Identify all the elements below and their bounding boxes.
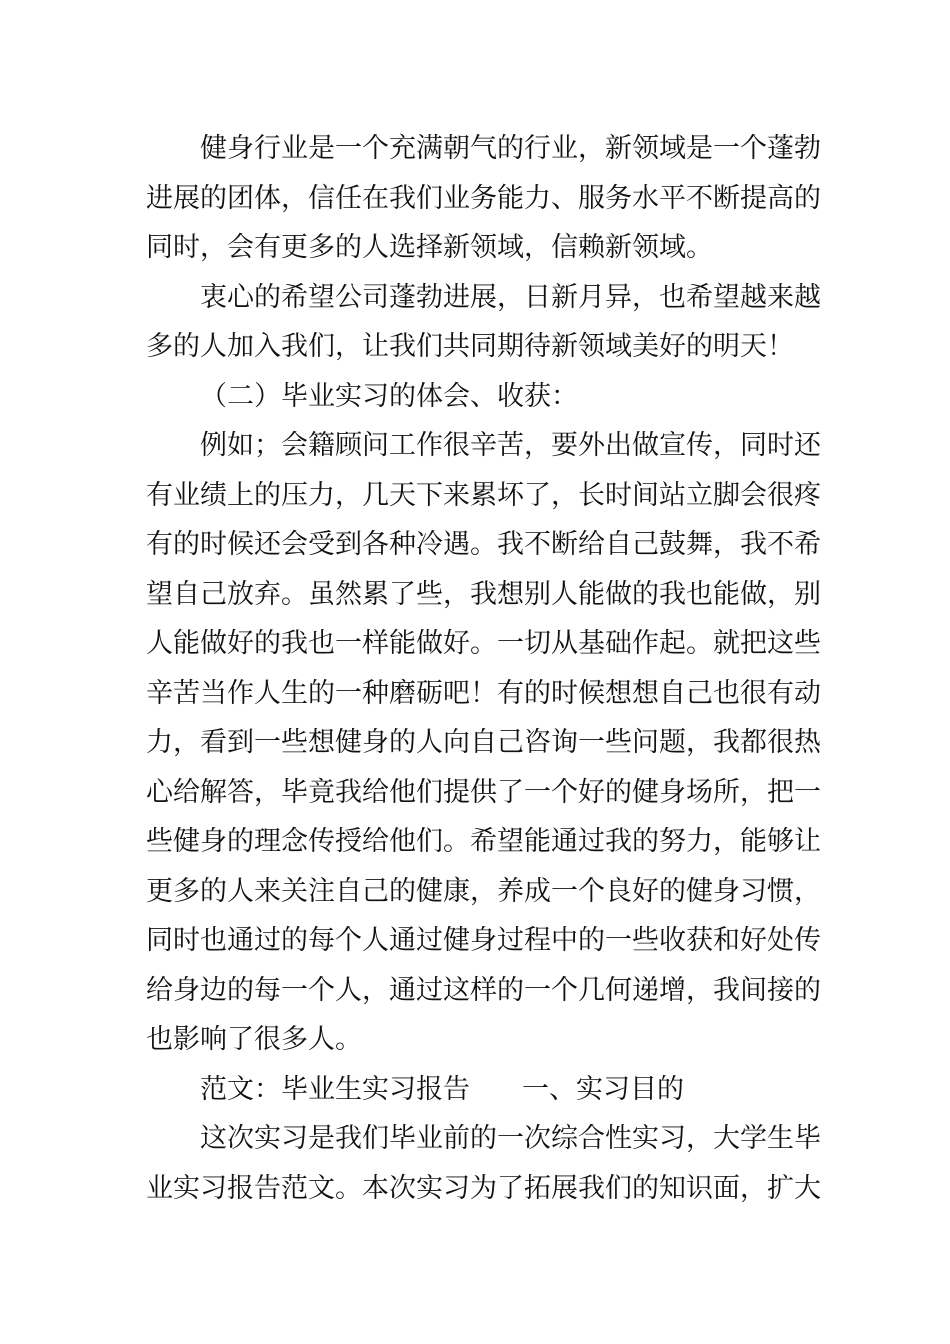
section-heading-1: 一、实习目的 xyxy=(522,1073,684,1105)
paragraph-2-line-2: 多的人加入我们，让我们共同期待新领域美好的明天！ xyxy=(146,331,794,362)
paragraph-4-line-13: 也影响了很多人。 xyxy=(146,1024,362,1055)
paragraph-4-line-5: 人能做好的我也一样能做好。一切从基础作起。就把这些 xyxy=(146,628,821,659)
sample-title-line xyxy=(146,1065,812,1115)
paragraph-4-line-3: 有的时候还会受到各种冷遇。我不断给自己鼓舞，我不希 xyxy=(146,529,821,560)
section-heading-2: （二）毕业实习的体会、收获： xyxy=(200,380,578,412)
paragraph-4-line-2: 有业绩上的压力，几天下来累坏了，长时间站立脚会很疼 xyxy=(146,479,821,511)
paragraph-4-line-4: 望自己放弃。虽然累了些，我想别人能做的我也能做，别 xyxy=(146,578,821,610)
paragraph-6-line-2: 业实习报告范文。本次实习为了拓展我们的知识面，扩大 xyxy=(146,1172,821,1204)
paragraph-1-line-3: 同时，会有更多的人选择新领域，信赖新领域。 xyxy=(146,232,713,263)
document-body xyxy=(146,124,821,1213)
paragraph-4-line-1: 例如；会籍顾问工作很辛苦，要外出做宣传，同时还 xyxy=(200,430,821,461)
paragraph-4-line-12: 给身边的每一个人，通过这样的一个几何递增，我间接的 xyxy=(146,974,821,1006)
paragraph-1-line-2: 进展的团体，信任在我们业务能力、服务水平不断提高的 xyxy=(146,182,821,214)
sample-title: 范文：毕业生实习报告 xyxy=(200,1073,470,1105)
paragraph-4-line-8: 心给解答，毕竟我给他们提供了一个好的健身场所，把一 xyxy=(146,776,821,808)
paragraph-1-line-1: 健身行业是一个充满朝气的行业，新领域是一个蓬勃 xyxy=(200,133,821,164)
paragraph-4-line-7: 力，看到一些想健身的人向自己咨询一些问题，我都很热 xyxy=(146,727,821,758)
paragraph-4-line-10: 更多的人来关注自己的健康，养成一个良好的健身习惯， xyxy=(146,875,821,907)
paragraph-2-line-1: 衷心的希望公司蓬勃进展，日新月异，也希望越来越 xyxy=(200,281,821,313)
paragraph-6-line-1: 这次实习是我们毕业前的一次综合性实习，大学生毕 xyxy=(200,1123,821,1154)
paragraph-4-line-6: 辛苦当作人生的一种磨砺吧！有的时候想想自己也很有动 xyxy=(146,677,821,709)
paragraph-4-line-9: 些健身的理念传授给他们。希望能通过我的努力，能够让 xyxy=(146,826,821,857)
paragraph-4-line-11: 同时也通过的每个人通过健身过程中的一些收获和好处传 xyxy=(146,925,821,956)
